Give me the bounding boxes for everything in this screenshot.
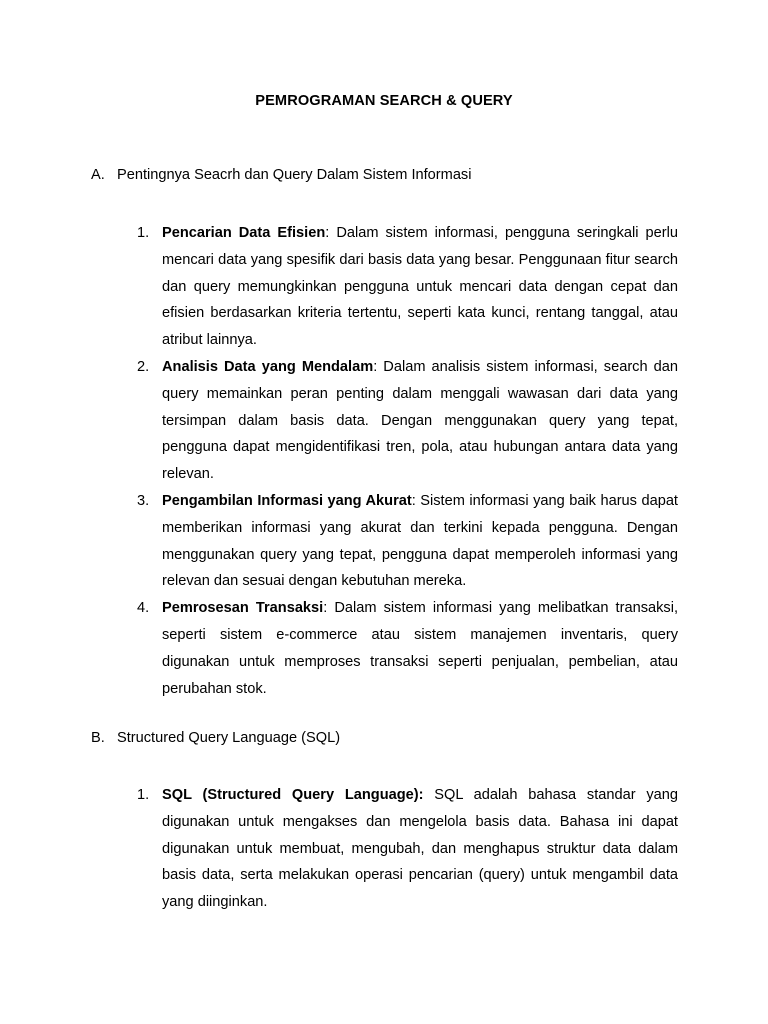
item-body: SQL adalah bahasa standar yang digunakan untuk mengakses dan mengelola basis data. Bahasa ini dapat digunakan untuk membuat, mengubah, dan menghapus struktur data dalam basis data, serta melakukan operasi pencarian (query) untuk mengambil data yang diinginkan. bbox=[162, 787, 678, 911]
list-item bbox=[137, 220, 678, 354]
item-text bbox=[162, 354, 678, 488]
list-item bbox=[137, 488, 678, 595]
item-number: 1. bbox=[137, 225, 150, 241]
item-text bbox=[162, 595, 678, 702]
item-number: 4. bbox=[137, 600, 150, 617]
item-text bbox=[162, 220, 678, 354]
list-item bbox=[137, 782, 678, 916]
item-body: : Dalam sistem informasi, pengguna seringkali perlu mencari data yang spesifik dari basis data yang besar. Penggunaan fitur search dan query memungkinkan pengguna untuk mencari data dengan cepat dan efisien berdasarkan kriteria tertentu, seperti kata kunci, rentang tanggal, atau atribut lainnya. bbox=[162, 225, 678, 349]
item-text bbox=[162, 488, 678, 595]
section-a-heading bbox=[91, 167, 471, 183]
item-term: SQL (Structured Query Language): bbox=[162, 787, 424, 803]
item-term: Pencarian Data Efisien bbox=[162, 225, 326, 241]
item-term: Analisis Data yang Mendalam bbox=[162, 358, 374, 375]
section-a-list bbox=[137, 220, 678, 702]
section-letter: B. bbox=[91, 730, 105, 746]
item-number: 1. bbox=[137, 787, 150, 803]
item-text bbox=[162, 782, 678, 916]
item-number: 2. bbox=[137, 358, 150, 375]
item-number: 3. bbox=[137, 492, 150, 509]
item-body: : Sistem informasi yang baik harus dapat memberikan informasi yang akurat dan terkini kepada pengguna. Dengan menggunakan query yang tepat, pengguna dapat memperoleh informasi yang relevan dan sesuai dengan kebutuhan mereka. bbox=[162, 492, 678, 590]
item-term: Pengambilan Informasi yang Akurat bbox=[162, 492, 412, 509]
section-title: Pentingnya Seacrh dan Query Dalam Sistem Informasi bbox=[117, 167, 472, 183]
list-item bbox=[137, 595, 678, 702]
document-title: PEMROGRAMAN SEARCH & QUERY bbox=[255, 93, 513, 109]
item-body: : Dalam analisis sistem informasi, search dan query memainkan peran penting dalam menggali wawasan dari data yang tersimpan dalam basis data. Dengan menggunakan query yang tepat, pengguna dapat mengidentifikasi tren, pola, atau hubungan antara data yang relevan. bbox=[162, 358, 678, 483]
section-letter: A. bbox=[91, 167, 105, 183]
section-b-list bbox=[137, 782, 678, 916]
item-term: Pemrosesan Transaksi bbox=[162, 600, 324, 617]
section-b-heading bbox=[91, 730, 340, 746]
list-item bbox=[137, 354, 678, 488]
section-title: Structured Query Language (SQL) bbox=[117, 730, 341, 746]
item-body: : Dalam sistem informasi yang melibatkan transaksi, seperti sistem e-commerce atau sistem manajemen inventaris, query digunakan untuk memproses transaksi seperti penjualan, pembelian, atau perubahan stok. bbox=[162, 600, 678, 697]
